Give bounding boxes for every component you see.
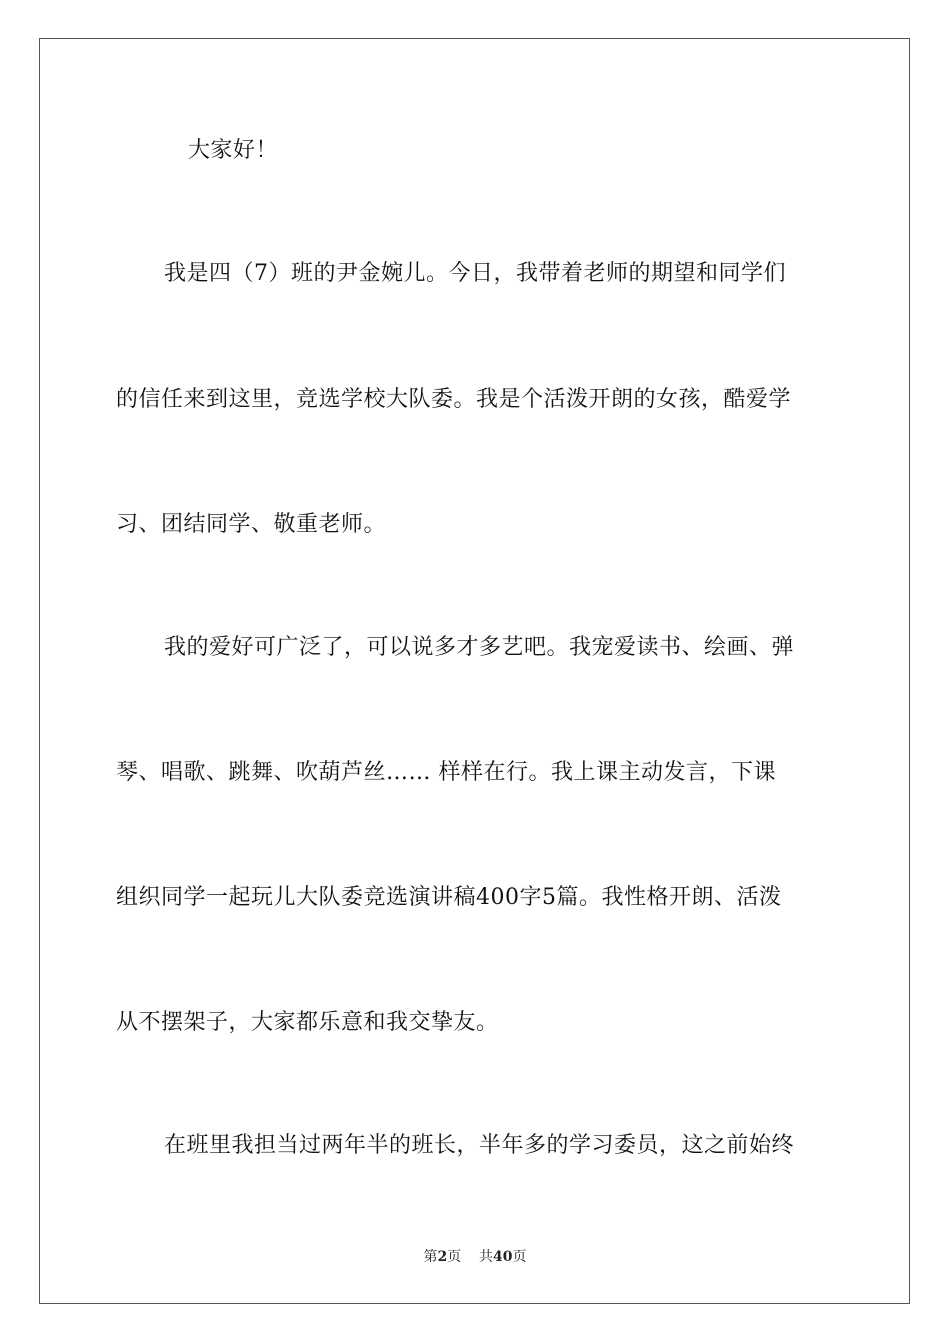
paragraph-1-line-1: 我是四（7）班的尹金婉儿。今日，我带着老师的期望和同学们 xyxy=(164,261,786,286)
paragraph-2-line-2: 琴、唱歌、跳舞、吹葫芦丝…… 样样在行。我上课主动发言，下课 xyxy=(116,760,776,785)
footer-total-number: 40 xyxy=(493,1249,513,1265)
footer-page-prefix: 第 xyxy=(423,1249,438,1265)
greeting-line: 大家好！ xyxy=(188,138,279,163)
paragraph-1-line-2: 的信任来到这里，竞选学校大队委。我是个活泼开朗的女孩，酷爱学 xyxy=(116,387,792,412)
paragraph-3-line-1: 在班里我担当过两年半的班长，半年多的学习委员，这之前始终 xyxy=(164,1133,795,1158)
page-footer xyxy=(0,1247,950,1267)
page-frame xyxy=(39,38,910,1304)
paragraph-2-line-1: 我的爱好可广泛了，可以说多才多艺吧。我宠爱读书、绘画、弹 xyxy=(164,635,795,660)
footer-total-suffix: 页 xyxy=(512,1249,527,1265)
footer-page-number: 2 xyxy=(437,1249,448,1265)
paragraph-2-line-4: 从不摆架子，大家都乐意和我交挚友。 xyxy=(116,1010,499,1035)
footer-total-prefix: 共 xyxy=(479,1249,494,1265)
paragraph-1-line-3: 习、团结同学、敬重老师。 xyxy=(116,512,387,537)
footer-page-suffix: 页 xyxy=(447,1249,462,1265)
paragraph-2-line-3: 组织同学一起玩儿大队委竞选演讲稿400字5篇。我性格开朗、活泼 xyxy=(116,885,782,910)
